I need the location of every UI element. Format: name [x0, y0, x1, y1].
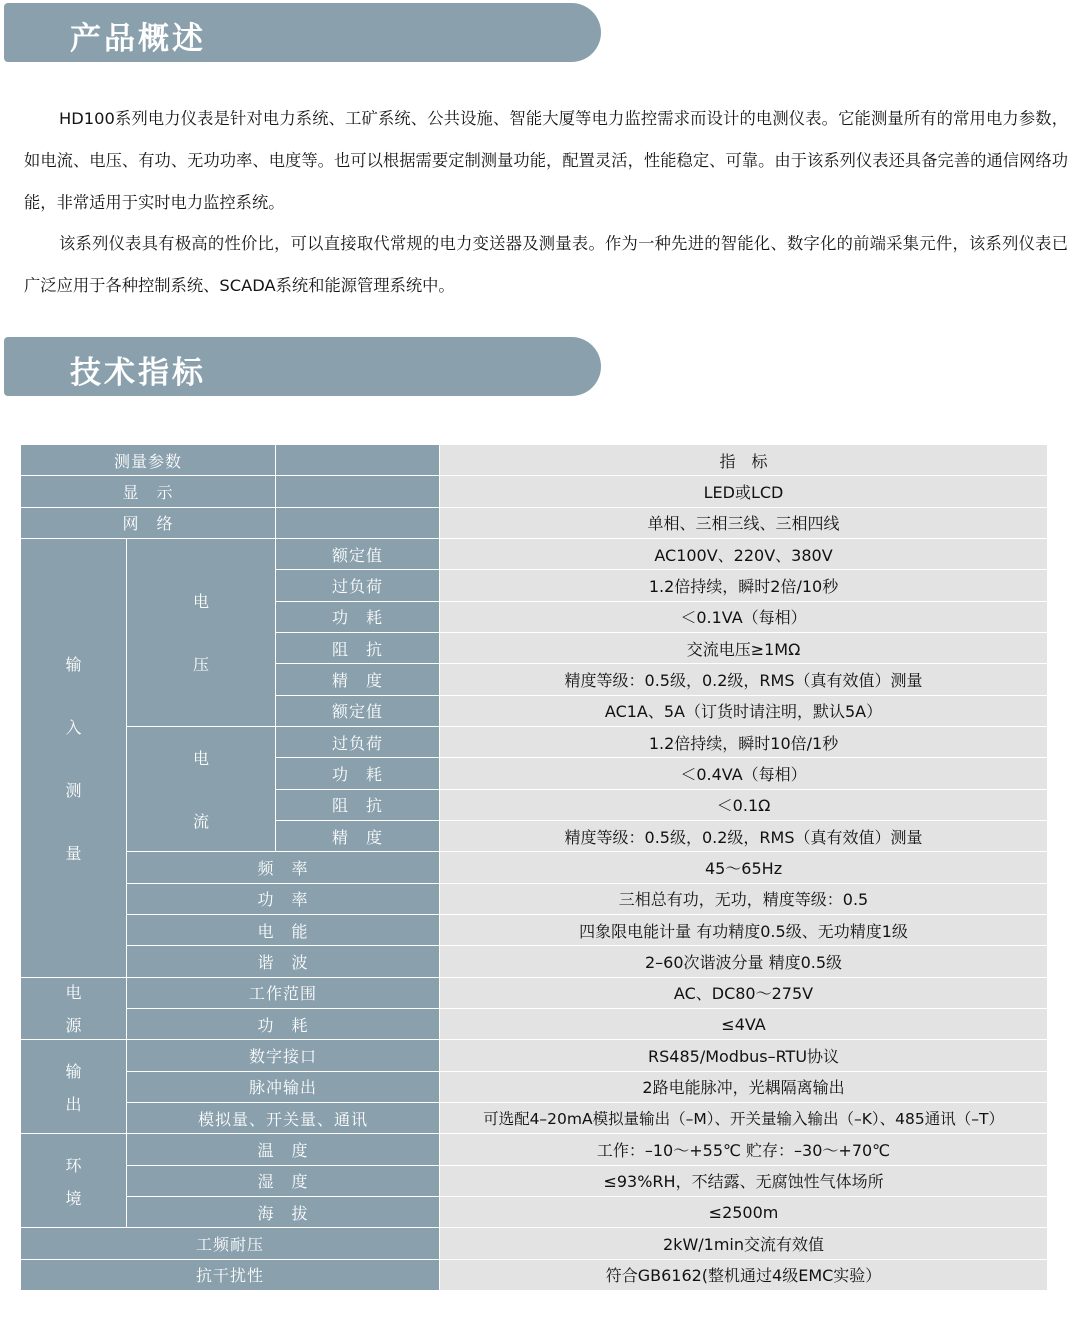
section-title-overview: 产品概述 — [70, 21, 206, 57]
row-value: 精度等级：0.5级，0.2级，RMS（真有效值）测量 — [440, 820, 1048, 851]
table-row — [21, 1196, 1048, 1227]
table-row — [21, 476, 1048, 507]
group-char: 入 — [65, 717, 82, 737]
table-row — [21, 507, 1048, 538]
row-value: LED或LCD — [440, 476, 1048, 507]
row-label: 功 率 — [127, 883, 440, 914]
row-value: 单相、三相三线、三相四线 — [440, 507, 1048, 538]
group-char: 境 — [65, 1188, 82, 1208]
row-label: 精 度 — [276, 664, 440, 695]
table-row — [21, 883, 1048, 914]
table-row — [21, 538, 1048, 569]
row-value: AC1A、5A（订货时请注明，默认5A） — [440, 695, 1048, 726]
row-value: RS485/Modbus–RTU协议 — [440, 1040, 1048, 1071]
group-char: 输 — [65, 654, 82, 674]
row-value: 1.2倍持续，瞬时10倍/1秒 — [440, 726, 1048, 757]
header-value: 指 标 — [440, 445, 1048, 476]
header-param: 测量参数 — [21, 445, 276, 476]
subgroup-label-voltage — [127, 538, 276, 726]
table-row — [21, 1228, 1048, 1259]
row-value: ＜0.4VA（每相） — [440, 758, 1048, 789]
row-empty — [276, 476, 440, 507]
row-value: 可选配4–20mA模拟量输出（–M）、开关量输入输出（–K）、485通讯（–T） — [440, 1102, 1048, 1133]
overview-text — [24, 98, 1068, 307]
row-label: 过负荷 — [276, 726, 440, 757]
group-char: 测 — [65, 780, 82, 800]
group-label-power — [21, 977, 127, 1040]
row-label: 额定值 — [276, 695, 440, 726]
subgroup-char: 电 — [193, 592, 210, 612]
table-row — [21, 1259, 1048, 1290]
row-label: 谐 波 — [127, 946, 440, 977]
row-value: ≤93%RH，不结露、无腐蚀性气体场所 — [440, 1165, 1048, 1196]
row-label: 湿 度 — [127, 1165, 440, 1196]
subgroup-char: 流 — [193, 812, 210, 832]
table-row — [21, 1102, 1048, 1133]
row-value: 1.2倍持续，瞬时2倍/10秒 — [440, 570, 1048, 601]
row-value: ＜0.1Ω — [440, 789, 1048, 820]
table-row — [21, 1134, 1048, 1165]
row-value: ≤4VA — [440, 1008, 1048, 1039]
table-row — [21, 852, 1048, 883]
subgroup-char: 压 — [193, 655, 210, 675]
row-value: 2–60次谐波分量 精度0.5级 — [440, 946, 1048, 977]
group-label-environment — [21, 1134, 127, 1228]
group-char: 输 — [65, 1061, 82, 1081]
row-label: 模拟量、开关量、通讯 — [127, 1102, 440, 1133]
row-value: 精度等级：0.5级，0.2级，RMS（真有效值）测量 — [440, 664, 1048, 695]
row-label: 频 率 — [127, 852, 440, 883]
group-char: 量 — [65, 843, 82, 863]
table-row — [21, 1040, 1048, 1071]
group-label-output — [21, 1040, 127, 1134]
group-char: 电 — [65, 983, 82, 1003]
row-value: 2路电能脉冲，光耦隔离输出 — [440, 1071, 1048, 1102]
row-label: 功 耗 — [276, 758, 440, 789]
row-label: 功 耗 — [276, 601, 440, 632]
row-value: 交流电压≥1MΩ — [440, 632, 1048, 663]
group-char: 出 — [65, 1094, 82, 1114]
row-value: 工作：–10～+55℃ 贮存：–30～+70℃ — [440, 1134, 1048, 1165]
row-label: 海 拔 — [127, 1196, 440, 1227]
spec-table — [20, 444, 1048, 1291]
row-label: 工频耐压 — [21, 1228, 440, 1259]
row-label: 过负荷 — [276, 570, 440, 601]
row-label: 工作范围 — [127, 977, 440, 1008]
section-banner-overview — [4, 3, 601, 62]
row-label: 显 示 — [21, 476, 276, 507]
section-banner-specs — [4, 337, 601, 396]
row-label: 额定值 — [276, 538, 440, 569]
table-row — [21, 726, 1048, 757]
row-value: ≤2500m — [440, 1196, 1048, 1227]
table-row — [21, 1008, 1048, 1039]
row-value: 三相总有功，无功，精度等级：0.5 — [440, 883, 1048, 914]
group-label-input — [21, 538, 127, 977]
table-row — [21, 445, 1048, 476]
table-row — [21, 914, 1048, 945]
subgroup-label-current — [127, 726, 276, 851]
row-value: 符合GB6162(整机通过4级EMC实验） — [440, 1259, 1048, 1290]
row-label: 温 度 — [127, 1134, 440, 1165]
row-value: 四象限电能计量 有功精度0.5级、无功精度1级 — [440, 914, 1048, 945]
subgroup-char: 电 — [193, 749, 210, 769]
table-row — [21, 1165, 1048, 1196]
group-char: 源 — [65, 1016, 82, 1036]
row-value: AC100V、220V、380V — [440, 538, 1048, 569]
row-label: 阻 抗 — [276, 632, 440, 663]
table-row — [21, 946, 1048, 977]
row-value: AC、DC80～275V — [440, 977, 1048, 1008]
row-label: 抗干扰性 — [21, 1259, 440, 1290]
row-value: 45～65Hz — [440, 852, 1048, 883]
row-label: 网 络 — [21, 507, 276, 538]
row-label: 脉冲输出 — [127, 1071, 440, 1102]
row-empty — [276, 507, 440, 538]
row-label: 功 耗 — [127, 1008, 440, 1039]
row-label: 数字接口 — [127, 1040, 440, 1071]
overview-paragraph-1: HD100系列电力仪表是针对电力系统、工矿系统、公共设施、智能大厦等电力监控需求而设计的电测仪表。它能测量所有的常用电力参数，如电流、电压、有功、无功功率、电度等。也可以根据需要定制测量功能，配置灵活，性能稳定、可靠。由于该系列仪表还具备完善的通信网络功能，非常适用于实时电力监控系统。 — [24, 109, 1068, 212]
row-label: 阻 抗 — [276, 789, 440, 820]
row-value: 2kW/1min交流有效值 — [440, 1228, 1048, 1259]
overview-paragraph-2: 该系列仪表具有极高的性价比，可以直接取代常规的电力变送器及测量表。作为一种先进的智能化、数字化的前端采集元件，该系列仪表已广泛应用于各种控制系统、SCADA系统和能源管理系统中。 — [24, 234, 1068, 296]
section-title-specs: 技术指标 — [70, 355, 206, 391]
table-row — [21, 1071, 1048, 1102]
row-label: 精 度 — [276, 820, 440, 851]
group-char: 环 — [65, 1155, 82, 1175]
row-label: 电 能 — [127, 914, 440, 945]
row-value: ＜0.1VA（每相） — [440, 601, 1048, 632]
table-row — [21, 977, 1048, 1008]
header-empty — [276, 445, 440, 476]
